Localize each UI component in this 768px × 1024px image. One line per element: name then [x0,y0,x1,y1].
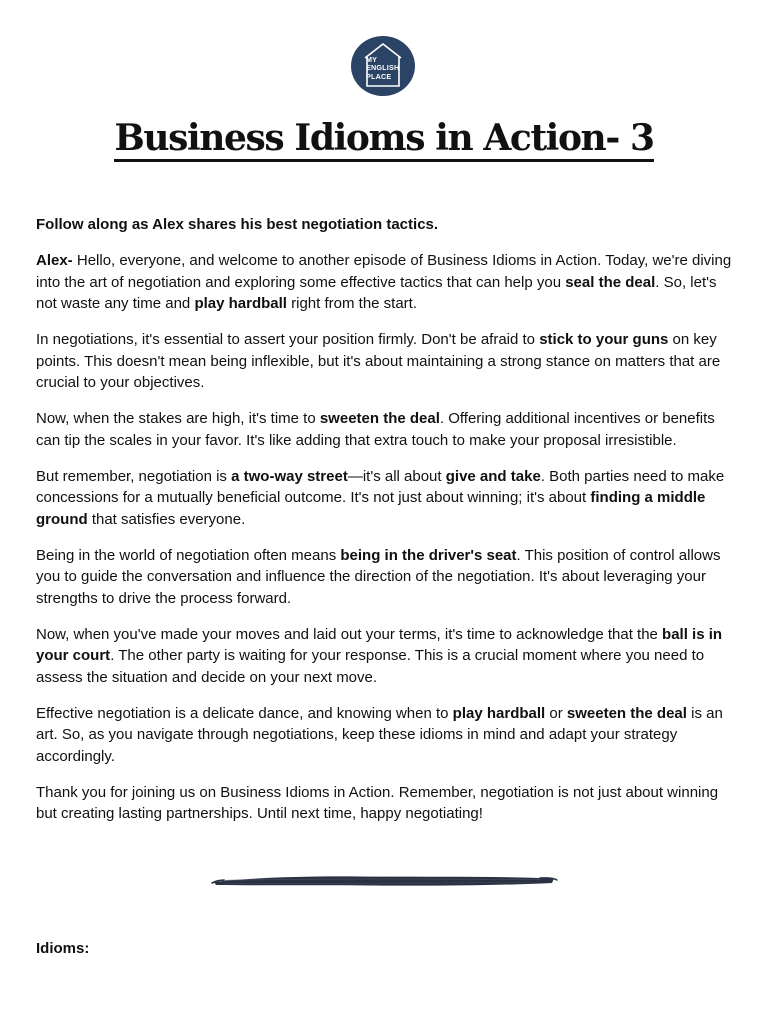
idiom-highlight: seal the deal [565,273,656,291]
paragraph-text: Now, when you've made your moves and laid out your terms, it's time to acknowledge that the [36,625,663,643]
paragraph-text: that satisfies everyone. [87,510,246,528]
idiom-highlight: being in the driver's seat [340,546,517,564]
logo-wordmark [366,56,399,81]
paragraph-2 [36,329,736,394]
paragraph-text: Now, when the stakes are high, it's time to [36,410,320,427]
paragraph-text: . The other party is waiting for your response. This is a crucial moment where you need to assess the situation and decide on your next move. [36,647,705,686]
idiom-highlight: stick to your guns [539,331,669,348]
paragraph-1 [36,250,736,315]
idiom-highlight: play hardball [452,704,546,722]
logo-line-1: MY [366,55,378,64]
logo-line-2: ENGLISH [366,63,400,73]
speaker-label: Alex- [36,252,73,269]
idiom-highlight: play hardball [194,295,287,312]
brush-stroke-icon [210,870,558,892]
idiom-highlight: give and take [445,467,541,485]
paragraph-text: . Offering additional incentives or benefits can tip the scales in your favor. It's like adding that extra touch to make your proposal irresistible. [36,410,715,449]
brand-logo [351,36,415,96]
paragraph-text: But remember, negotiation is [36,467,232,485]
brush-stroke-divider [210,870,558,892]
paragraph-text: Thank you for joining us on Business Idioms in Action. Remember, negotiation is not just about winning but creating lasting partnerships. Until next time, happy negotiating! [36,783,719,822]
paragraph-7 [36,703,736,768]
article-body [36,214,736,839]
paragraph-text: In negotiations, it's essential to assert your position firmly. Don't be afraid to [36,331,540,348]
paragraph-text: Hello, everyone, and welcome to another episode of Business Idioms in Action. Today, we're diving into the art of negotiation and exploring some effective tactics that can help you [36,252,732,291]
paragraph-text: —it's all about [347,467,446,485]
paragraph-text: or [545,704,567,722]
paragraph-text: right from the start. [286,295,418,312]
logo-line-3: PLACE [366,71,392,81]
page-title-text: Business Idioms in Action- 3 [114,118,653,162]
idiom-highlight: sweeten the deal [566,704,687,722]
paragraph-6 [36,624,736,689]
idiom-highlight: sweeten the deal [319,410,440,427]
paragraph-text: Effective negotiation is a delicate dance, and knowing when to [36,704,453,722]
idioms-heading: Idioms: [36,940,90,957]
idiom-highlight: ball is in your court [36,625,723,664]
paragraph-3 [36,408,736,451]
paragraph-text: on key points. This doesn't mean being inflexible, but it's about maintaining a strong stance on matters that are crucial to your objectives. [36,331,721,391]
paragraph-text: . This position of control allows you to guide the conversation and influence the direction of the negotiation. It's about leveraging your strengths to drive the process forward. [36,546,721,607]
idiom-highlight: finding a middle ground [36,489,706,528]
idiom-highlight: a two-way street [231,467,348,485]
intro-text: Follow along as Alex shares his best negotiation tactics. [36,216,439,233]
paragraph-text: Being in the world of negotiation often means [36,546,341,564]
paragraph-4 [36,466,736,531]
paragraph-text: is an art. So, as you navigate through negotiations, keep these idioms in mind and adapt your strategy accordingly. [36,704,723,765]
paragraph-5 [36,545,736,610]
paragraph-8 [36,782,736,825]
paragraph-text: . So, let's not waste any time and [36,273,717,312]
paragraph-text: . Both parties need to make concessions for a mutually beneficial outcome. It's not just about winning; it's about [36,467,725,506]
page-title [0,112,768,164]
intro-paragraph [36,214,736,236]
